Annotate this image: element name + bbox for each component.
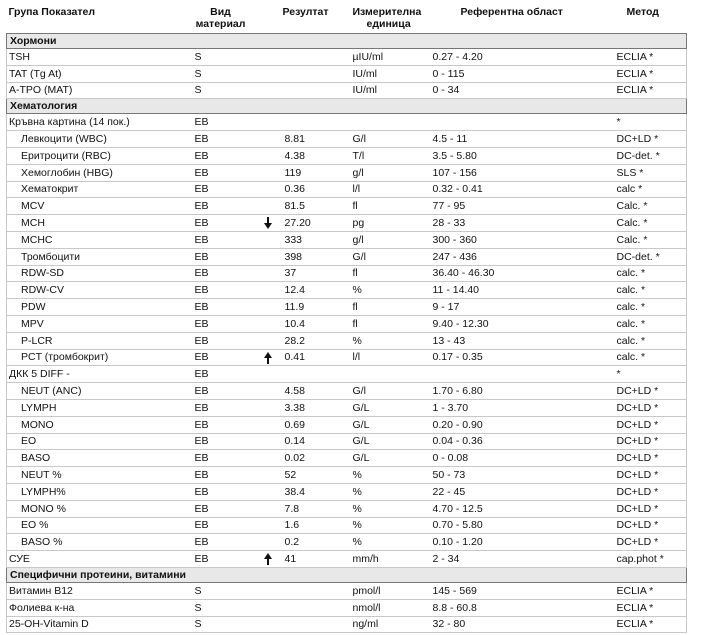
unit-cell: T/l — [351, 147, 431, 164]
table-row — [7, 551, 687, 568]
reference-cell: 3.5 - 5.80 — [431, 147, 615, 164]
result-cell — [249, 399, 351, 416]
result-value: 12.4 — [284, 284, 305, 297]
reference-cell: 32 - 80 — [431, 616, 615, 633]
material-cell: ЕВ — [193, 332, 249, 349]
reference-cell: 9.40 - 12.30 — [431, 315, 615, 332]
table-row — [7, 164, 687, 181]
result-value: 119 — [284, 166, 302, 179]
result-cell — [249, 82, 351, 99]
result-cell — [249, 366, 351, 383]
method-cell: calc. * — [615, 265, 687, 282]
material-cell: ЕВ — [193, 231, 249, 248]
table-row — [7, 231, 687, 248]
result-value: 38.4 — [284, 485, 305, 498]
result-value: 0.2 — [284, 536, 300, 549]
result-value: 10.4 — [284, 317, 305, 330]
material-cell: ЕВ — [193, 467, 249, 484]
material-cell: S — [193, 582, 249, 599]
method-cell: calc. * — [615, 315, 687, 332]
method-cell: DC+LD * — [615, 534, 687, 551]
reference-cell: 0.04 - 0.36 — [431, 433, 615, 450]
arrow-up-icon — [263, 553, 273, 565]
table-row — [7, 582, 687, 599]
test-name: MONO % — [7, 500, 193, 517]
unit-cell: mm/h — [351, 551, 431, 568]
reference-cell: 22 - 45 — [431, 483, 615, 500]
method-cell: DC+LD * — [615, 483, 687, 500]
test-name: LYMPH — [7, 399, 193, 416]
header-method: Метод — [626, 6, 659, 18]
result-cell — [249, 599, 351, 616]
result-value: 81.5 — [284, 200, 305, 213]
unit-cell — [351, 114, 431, 131]
unit-cell: % — [351, 517, 431, 534]
result-cell — [249, 315, 351, 332]
material-cell: ЕВ — [193, 215, 249, 232]
header-material — [193, 4, 249, 34]
unit-cell: G/L — [351, 433, 431, 450]
table-row — [7, 517, 687, 534]
table-row — [7, 181, 687, 198]
section-title: Специфични протеини, витамини — [7, 567, 687, 582]
unit-cell: g/l — [351, 231, 431, 248]
result-value: 0.69 — [284, 418, 305, 431]
table-row — [7, 467, 687, 484]
section-header — [7, 567, 687, 582]
reference-cell: 8.8 - 60.8 — [431, 599, 615, 616]
method-cell: Calc. * — [615, 231, 687, 248]
unit-cell: G/L — [351, 399, 431, 416]
reference-cell: 0.20 - 0.90 — [431, 416, 615, 433]
lab-results-report — [6, 4, 686, 633]
table-row — [7, 483, 687, 500]
table-row — [7, 248, 687, 265]
method-cell: calc. * — [615, 332, 687, 349]
results-table — [6, 4, 687, 633]
result-cell — [249, 215, 351, 232]
material-cell: ЕВ — [193, 164, 249, 181]
material-cell: ЕВ — [193, 534, 249, 551]
section-header — [7, 99, 687, 114]
unit-cell: G/l — [351, 248, 431, 265]
unit-cell: IU/ml — [351, 82, 431, 99]
method-cell: DC+LD * — [615, 399, 687, 416]
result-cell — [249, 483, 351, 500]
result-cell — [249, 248, 351, 265]
material-cell: ЕВ — [193, 147, 249, 164]
table-row — [7, 433, 687, 450]
test-name: EO % — [7, 517, 193, 534]
test-name: MCHC — [7, 231, 193, 248]
table-row — [7, 599, 687, 616]
test-name: 25-OH-Vitamin D — [7, 616, 193, 633]
table-header — [7, 4, 687, 34]
reference-cell: 0.17 - 0.35 — [431, 349, 615, 366]
reference-cell: 77 - 95 — [431, 198, 615, 215]
result-cell — [249, 534, 351, 551]
table-row — [7, 282, 687, 299]
test-name: RDW-SD — [7, 265, 193, 282]
method-cell: ECLIA * — [615, 582, 687, 599]
unit-cell: fl — [351, 265, 431, 282]
reference-cell: 0.70 - 5.80 — [431, 517, 615, 534]
result-cell — [249, 616, 351, 633]
result-cell — [249, 551, 351, 568]
test-name: Кръвна картина (14 пок.) — [7, 114, 193, 131]
table-row — [7, 616, 687, 633]
reference-cell: 0.27 - 4.20 — [431, 49, 615, 66]
reference-cell: 50 - 73 — [431, 467, 615, 484]
test-name: LYMPH% — [7, 483, 193, 500]
method-cell: DC+LD * — [615, 517, 687, 534]
result-cell — [249, 467, 351, 484]
table-row — [7, 131, 687, 148]
reference-cell: 11 - 14.40 — [431, 282, 615, 299]
material-cell: ЕВ — [193, 483, 249, 500]
result-cell — [249, 433, 351, 450]
test-name: NEUT (ANC) — [7, 383, 193, 400]
material-cell: ЕВ — [193, 248, 249, 265]
table-body — [7, 34, 687, 633]
result-value: 398 — [284, 250, 303, 263]
material-cell: ЕВ — [193, 416, 249, 433]
reference-cell: 0.10 - 1.20 — [431, 534, 615, 551]
unit-cell: pg — [351, 215, 431, 232]
result-cell — [249, 181, 351, 198]
reference-cell: 9 - 17 — [431, 299, 615, 316]
material-cell: ЕВ — [193, 315, 249, 332]
test-name: BASO — [7, 450, 193, 467]
material-cell: S — [193, 49, 249, 66]
unit-cell: G/l — [351, 131, 431, 148]
unit-cell: µIU/ml — [351, 49, 431, 66]
material-cell: ЕВ — [193, 551, 249, 568]
unit-cell: g/l — [351, 164, 431, 181]
test-name: PCT (тромбокрит) — [7, 349, 193, 366]
reference-cell: 145 - 569 — [431, 582, 615, 599]
result-value: 0.41 — [284, 351, 305, 364]
unit-cell: pmol/l — [351, 582, 431, 599]
method-cell: DC-det. * — [615, 147, 687, 164]
method-cell: DC+LD * — [615, 500, 687, 517]
method-cell: DC+LD * — [615, 416, 687, 433]
section-title: Хормони — [7, 34, 687, 49]
material-cell: ЕВ — [193, 198, 249, 215]
method-cell: DC+LD * — [615, 131, 687, 148]
result-cell — [249, 147, 351, 164]
result-value: 41 — [284, 553, 297, 565]
unit-cell: G/L — [351, 416, 431, 433]
material-cell: ЕВ — [193, 399, 249, 416]
table-row — [7, 383, 687, 400]
header-group: Група Показател — [8, 6, 96, 18]
unit-cell: ng/ml — [351, 616, 431, 633]
unit-cell: l/l — [351, 181, 431, 198]
method-cell: DC+LD * — [615, 433, 687, 450]
reference-cell: 13 - 43 — [431, 332, 615, 349]
table-row — [7, 500, 687, 517]
method-cell: ECLIA * — [615, 65, 687, 82]
test-name: MCV — [7, 198, 193, 215]
reference-cell: 0 - 0.08 — [431, 450, 615, 467]
result-value: 3.38 — [284, 401, 305, 414]
material-cell: ЕВ — [193, 265, 249, 282]
test-name: TAT (Tg At) — [7, 65, 193, 82]
method-cell: calc. * — [615, 282, 687, 299]
test-name: NEUT % — [7, 467, 193, 484]
result-value: 11.9 — [284, 301, 305, 314]
result-cell — [249, 349, 351, 366]
unit-cell: G/l — [351, 383, 431, 400]
test-name: PDW — [7, 299, 193, 316]
method-cell: calc * — [615, 181, 687, 198]
unit-cell: % — [351, 534, 431, 551]
header-unit-line2: единица — [366, 18, 411, 30]
method-cell: DC+LD * — [615, 450, 687, 467]
test-name: Витамин В12 — [7, 582, 193, 599]
result-value: 37 — [284, 267, 297, 280]
table-row — [7, 65, 687, 82]
unit-cell: G/L — [351, 450, 431, 467]
table-row — [7, 534, 687, 551]
test-name: RDW-CV — [7, 282, 193, 299]
section-title: Хематология — [7, 99, 687, 114]
header-unit-line1: Измерителна — [352, 6, 422, 18]
method-cell: DC-det. * — [615, 248, 687, 265]
unit-cell: fl — [351, 198, 431, 215]
material-cell: S — [193, 82, 249, 99]
reference-cell: 107 - 156 — [431, 164, 615, 181]
result-value: 7.8 — [284, 502, 300, 515]
material-cell: ЕВ — [193, 282, 249, 299]
result-cell — [249, 299, 351, 316]
test-name: Хематокрит — [7, 181, 193, 198]
arrow-down-icon — [263, 217, 273, 229]
reference-cell: 4.70 - 12.5 — [431, 500, 615, 517]
header-unit — [351, 4, 431, 34]
unit-cell: % — [351, 483, 431, 500]
test-name: ДКК 5 DIFF - — [7, 366, 193, 383]
reference-cell: 36.40 - 46.30 — [431, 265, 615, 282]
table-row — [7, 299, 687, 316]
material-cell: ЕВ — [193, 114, 249, 131]
table-row — [7, 49, 687, 66]
reference-cell — [431, 114, 615, 131]
method-cell: * — [615, 114, 687, 131]
reference-cell: 2 - 34 — [431, 551, 615, 568]
table-row — [7, 366, 687, 383]
unit-cell: % — [351, 500, 431, 517]
method-cell: DC+LD * — [615, 383, 687, 400]
reference-cell: 1.70 - 6.80 — [431, 383, 615, 400]
material-cell: ЕВ — [193, 131, 249, 148]
test-name: Хемоглобин (HBG) — [7, 164, 193, 181]
material-cell: S — [193, 599, 249, 616]
test-name: A-TPO (MAT) — [7, 82, 193, 99]
table-row — [7, 349, 687, 366]
test-name: BASO % — [7, 534, 193, 551]
reference-cell: 300 - 360 — [431, 231, 615, 248]
result-cell — [249, 450, 351, 467]
material-cell: ЕВ — [193, 181, 249, 198]
test-name: P-LCR — [7, 332, 193, 349]
material-cell: ЕВ — [193, 383, 249, 400]
reference-cell: 0 - 34 — [431, 82, 615, 99]
result-value: 52 — [284, 469, 297, 482]
test-name: Левкоцити (WBC) — [7, 131, 193, 148]
test-name: Еритроцити (RBC) — [7, 147, 193, 164]
test-name: СУЕ — [7, 551, 193, 568]
header-result: Резултат — [282, 6, 329, 18]
method-cell: Calc. * — [615, 215, 687, 232]
table-row — [7, 114, 687, 131]
result-value: 4.38 — [284, 149, 305, 162]
method-cell: cap.phot * — [615, 551, 687, 568]
test-name: EO — [7, 433, 193, 450]
method-cell: ECLIA * — [615, 49, 687, 66]
test-name: Тромбоцити — [7, 248, 193, 265]
result-cell — [249, 198, 351, 215]
result-cell — [249, 265, 351, 282]
test-name: TSH — [7, 49, 193, 66]
table-row — [7, 332, 687, 349]
material-cell: ЕВ — [193, 349, 249, 366]
result-cell — [249, 500, 351, 517]
reference-cell: 0 - 115 — [431, 65, 615, 82]
method-cell: SLS * — [615, 164, 687, 181]
method-cell: calc. * — [615, 299, 687, 316]
result-value: 0.36 — [284, 183, 305, 196]
result-cell — [249, 582, 351, 599]
material-cell: ЕВ — [193, 500, 249, 517]
result-cell — [249, 114, 351, 131]
material-cell: ЕВ — [193, 366, 249, 383]
header-material-line2: материал — [195, 18, 246, 30]
result-cell — [249, 282, 351, 299]
result-cell — [249, 65, 351, 82]
table-row — [7, 399, 687, 416]
reference-cell: 0.32 - 0.41 — [431, 181, 615, 198]
material-cell: ЕВ — [193, 450, 249, 467]
method-cell: Calc. * — [615, 198, 687, 215]
result-value: 1.6 — [284, 519, 300, 532]
test-name: MONO — [7, 416, 193, 433]
result-cell — [249, 416, 351, 433]
reference-cell: 1 - 3.70 — [431, 399, 615, 416]
result-value: 8.81 — [284, 133, 305, 146]
table-row — [7, 147, 687, 164]
table-row — [7, 198, 687, 215]
method-cell: calc. * — [615, 349, 687, 366]
material-cell: S — [193, 65, 249, 82]
reference-cell — [431, 366, 615, 383]
method-cell: * — [615, 366, 687, 383]
result-cell — [249, 231, 351, 248]
result-cell — [249, 383, 351, 400]
header-material-line1: Вид — [210, 6, 231, 18]
material-cell: ЕВ — [193, 299, 249, 316]
method-cell: ECLIA * — [615, 82, 687, 99]
result-value: 4.58 — [284, 385, 305, 398]
test-name: MPV — [7, 315, 193, 332]
method-cell: ECLIA * — [615, 616, 687, 633]
table-row — [7, 215, 687, 232]
result-value: 0.02 — [284, 452, 305, 465]
method-cell: ECLIA * — [615, 599, 687, 616]
method-cell: DC+LD * — [615, 467, 687, 484]
table-row — [7, 82, 687, 99]
material-cell: ЕВ — [193, 433, 249, 450]
unit-cell: fl — [351, 299, 431, 316]
header-reference: Референтна област — [460, 6, 563, 18]
section-header — [7, 34, 687, 49]
unit-cell — [351, 366, 431, 383]
unit-cell: % — [351, 282, 431, 299]
test-name: Фолиева к-на — [7, 599, 193, 616]
test-name: MCH — [7, 215, 193, 232]
unit-cell: nmol/l — [351, 599, 431, 616]
result-value: 27.20 — [284, 217, 311, 230]
table-row — [7, 416, 687, 433]
result-value: 28.2 — [284, 334, 305, 347]
table-row — [7, 450, 687, 467]
reference-cell: 4.5 - 11 — [431, 131, 615, 148]
unit-cell: l/l — [351, 349, 431, 366]
result-cell — [249, 517, 351, 534]
material-cell: S — [193, 616, 249, 633]
unit-cell: % — [351, 332, 431, 349]
result-cell — [249, 49, 351, 66]
result-cell — [249, 164, 351, 181]
arrow-up-icon — [263, 352, 273, 364]
reference-cell: 247 - 436 — [431, 248, 615, 265]
unit-cell: IU/ml — [351, 65, 431, 82]
table-row — [7, 315, 687, 332]
result-cell — [249, 131, 351, 148]
table-row — [7, 265, 687, 282]
result-value: 333 — [284, 233, 303, 246]
material-cell: ЕВ — [193, 517, 249, 534]
unit-cell: fl — [351, 315, 431, 332]
result-value: 0.14 — [284, 435, 305, 448]
reference-cell: 28 - 33 — [431, 215, 615, 232]
result-cell — [249, 332, 351, 349]
unit-cell: % — [351, 467, 431, 484]
